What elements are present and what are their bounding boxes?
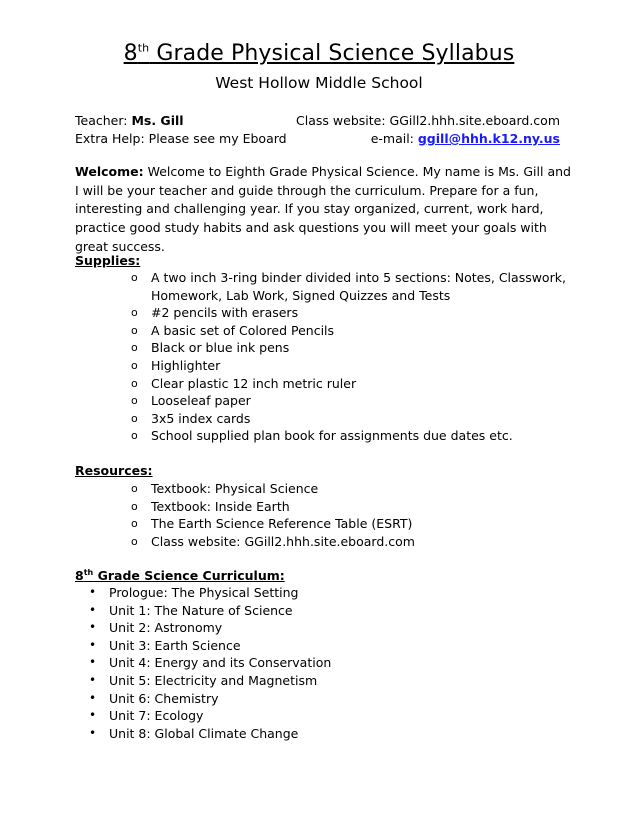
welcome-label: Welcome: [75,164,144,179]
supplies-heading: Supplies: [75,253,141,268]
welcome-text: Welcome to Eighth Grade Physical Science. My name is Ms. Gill and I will be your teacher and guide through the curriculum. Prepare for a fun, interesting and challenging year. If you stay organized, current, work hard, practice good study habits and ask questions you will meet your goals with great success. [75,164,571,254]
list-marker: • [89,602,97,617]
list-item-text: Unit 4: Energy and its Conservation [109,655,332,671]
resources-list [131,480,571,550]
list-item-text: Prologue: The Physical Setting [109,585,299,600]
curriculum-grade-number: 8 [75,568,84,583]
curriculum-list [88,584,488,742]
curriculum-ordinal-suffix: th [83,567,94,577]
list-marker: • [89,637,97,652]
list-marker: • [89,690,97,705]
resources-heading: Resources: [75,463,153,478]
title-text: Grade Physical Science Syllabus [149,41,515,66]
email-label: e-mail: [370,131,418,146]
extra-help-line: Extra Help: Please see my Eboard [75,131,287,146]
teacher-name: Ms. Gill [131,113,184,128]
list-marker: o [131,499,138,513]
list-item-text: Unit 5: Electricity and Magnetism [109,672,318,688]
title-grade-number: 8 [123,41,138,66]
resource-item [131,515,571,533]
list-item-text: Looseleaf paper [151,393,251,409]
list-marker: • [89,725,97,740]
list-item-text: Unit 8: Global Climate Change [109,725,299,741]
website-label: Class website: [296,113,390,128]
list-marker: • [89,585,97,599]
resource-item [131,498,571,516]
list-marker: o [131,411,138,425]
list-item-text: Unit 6: Chemistry [109,690,219,706]
page-title [0,40,638,68]
title-ordinal-suffix: th [137,41,150,55]
list-marker: o [131,323,138,337]
curriculum-unit [88,619,488,637]
welcome-paragraph [75,163,575,257]
list-item-text: A basic set of Colored Pencils [151,322,335,338]
list-marker: o [131,429,138,443]
list-marker: • [89,708,97,723]
list-item-text: Highlighter [151,357,221,373]
supply-item [131,375,571,393]
list-marker: • [89,672,97,687]
website-value: GGill2.hhh.site.eboard.com [389,113,560,128]
resource-item [131,480,571,498]
list-marker: o [131,341,138,355]
website-line [296,112,560,130]
list-item-text: Clear plastic 12 inch metric ruler [151,375,357,391]
curriculum-unit [88,602,488,620]
curriculum-heading [75,567,285,585]
list-item-text: Unit 3: Earth Science [109,637,241,653]
list-item-text: The Earth Science Reference Table (ESRT) [151,516,413,532]
list-item-text: Unit 1: The Nature of Science [109,602,293,618]
curriculum-unit [88,637,488,655]
list-item-text: 3x5 index cards [151,410,251,426]
teacher-label: Teacher: [75,113,132,128]
list-marker: o [131,376,138,390]
list-item-text: Textbook: Physical Science [151,481,319,496]
list-marker: • [89,620,97,635]
supplies-list [131,269,571,445]
list-item-text: Class website: GGill2.hhh.site.eboard.com [151,533,415,549]
supply-item [131,322,571,340]
school-name: West Hollow Middle School [215,74,423,92]
supply-item [131,410,571,428]
list-item-text: School supplied plan book for assignments due dates etc. [151,428,513,444]
curriculum-unit [88,690,488,708]
list-item-text: Black or blue ink pens [151,340,290,356]
list-marker: o [131,271,138,284]
curriculum-unit [88,584,488,602]
curriculum-unit [88,672,488,690]
list-item-text: #2 pencils with erasers [151,305,299,321]
curriculum-unit [88,725,488,743]
list-item-text: Unit 7: Ecology [109,708,204,724]
list-marker: o [131,358,138,372]
curriculum-heading-text: Grade Science Curriculum: [93,568,285,583]
list-marker: o [131,482,138,495]
list-item-text: Unit 2: Astronomy [109,620,223,636]
supply-item [131,392,571,410]
supply-item [131,269,571,304]
list-item-text: A two inch 3-ring binder divided into 5 sections: Notes, Classwork, Homework, Lab Work, Signed Quizzes and Tests [151,270,566,303]
resource-item [131,533,571,551]
supply-item [131,357,571,375]
supply-item [131,339,571,357]
list-marker: • [89,655,97,670]
email-line [371,130,560,148]
supply-item [131,427,571,445]
email-link[interactable]: ggill@hhh.k12.ny.us [417,131,560,146]
list-marker: o [131,394,138,408]
list-item-text: Textbook: Inside Earth [151,498,290,514]
teacher-line [75,112,184,130]
supply-item [131,304,571,322]
list-marker: o [131,306,138,320]
list-marker: o [131,517,138,531]
list-marker: o [131,534,138,548]
curriculum-unit [88,654,488,672]
curriculum-unit [88,707,488,725]
